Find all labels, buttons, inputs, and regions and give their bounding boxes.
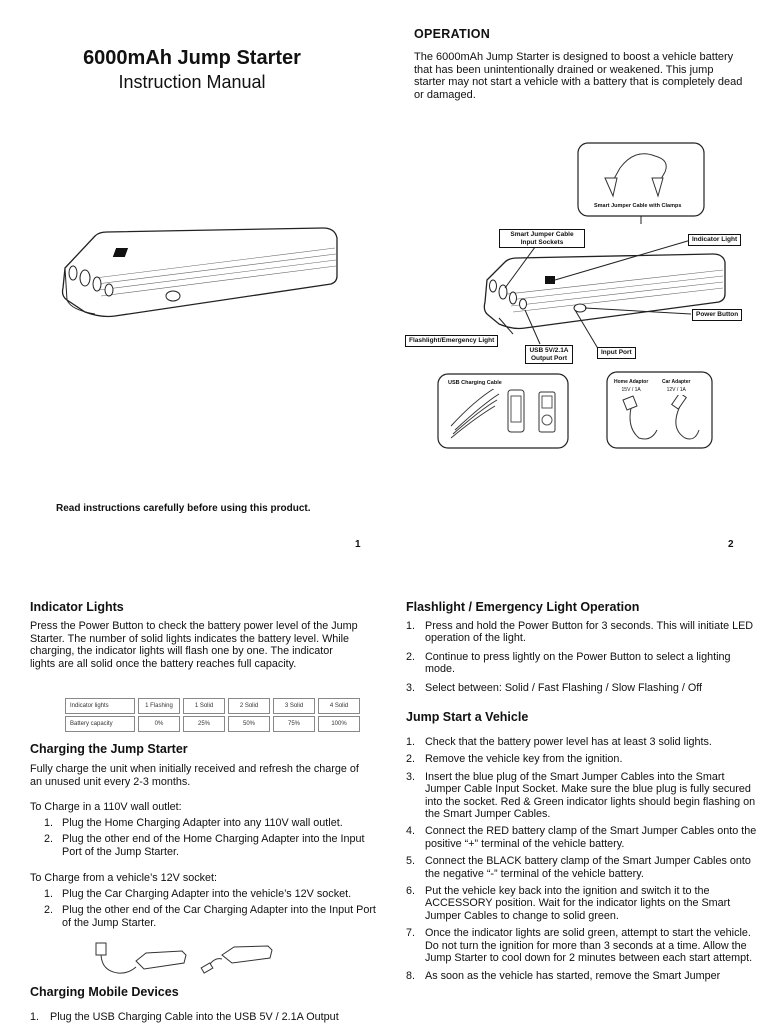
list-item: 6. Put the vehicle key back into the ignition and switch it to the ACCESSORY position. Wait for the indicator lights on the Smart Jumper Cables to change to solid green. xyxy=(406,885,731,922)
table-cell: 50% xyxy=(228,716,270,732)
list-item: 2. Continue to press lightly on the Power Button to select a lighting mode. xyxy=(406,650,731,676)
charging-illustration xyxy=(88,937,278,981)
indicator-lights-text: Press the Power Button to check the battery power level of the Jump Starter. The number of solid lights indicates the battery level. While charging, the indicator lights will flash one by one. The indicator lights are all solid once the battery reaches full capacity. xyxy=(30,620,358,670)
charging-heading: Charging the Jump Starter xyxy=(30,742,188,756)
table-cell: Indicator lights xyxy=(65,698,135,714)
wall-intro: To Charge in a 110V wall outlet: xyxy=(30,801,182,813)
usb-port-label: USB 5V/2.1A Output Port xyxy=(525,345,573,364)
table-cell: 1 Flashing xyxy=(138,698,180,714)
capacity-row xyxy=(65,716,360,732)
list-item: 3. Insert the blue plug of the Smart Jumper Cables into the Smart Jumper Cable Input Socket. Make sure the blue plug is fully secured into the socket. Red & Green indicator lights should begin flashing on the Smart Jumper Cables. xyxy=(406,770,756,821)
flashlight-label: Flashlight/Emergency Light xyxy=(405,335,498,347)
mobile-steps-list xyxy=(30,1011,370,1023)
table-cell: 4 Solid xyxy=(318,698,360,714)
indicator-light-label: Indicator Light xyxy=(688,234,741,246)
table-cell: Battery capacity xyxy=(65,716,135,732)
list-item: 2. Remove the vehicle key from the ignition. xyxy=(406,753,623,766)
list-item: 1. Press and hold the Power Button for 3 seconds. This will initiate LED operation of the light. xyxy=(406,620,754,645)
flashlight-heading: Flashlight / Emergency Light Operation xyxy=(406,600,640,614)
list-item: 1. Plug the Home Charging Adapter into any 110V wall outlet. xyxy=(44,817,343,829)
indicator-lights-heading: Indicator Lights xyxy=(30,600,124,614)
input-sockets-label: Smart Jumper Cable Input Sockets xyxy=(499,229,585,248)
jump-start-steps-list xyxy=(406,736,758,982)
operation-heading: OPERATION xyxy=(414,27,491,41)
car-adapter-label: Car Adapter 12V / 1A xyxy=(659,378,693,395)
input-port-label: Input Port xyxy=(597,347,636,359)
list-item: 4. Connect the RED battery clamp of the Smart Jumper Cables onto the positive “+” terminal of the vehicle battery. xyxy=(406,825,757,850)
manual-subtitle: Instruction Manual xyxy=(118,72,266,92)
list-item: 7. Once the indicator lights are solid green, attempt to start the vehicle. Do not turn the ignition for more than 3 seconds at a time. Allow the Jump Starter to cool down for 2 minutes between each start attempt. xyxy=(406,927,753,965)
battery-level-table xyxy=(62,696,363,734)
wall-steps-list xyxy=(44,817,374,858)
page-number-1: 1 xyxy=(355,539,361,550)
flashlight-steps-list xyxy=(406,620,756,694)
list-item: 2. Plug the other end of the Home Charging Adapter into the Input Port of the Jump Starter. xyxy=(44,833,365,858)
usb-cable-label: USB Charging Cable xyxy=(445,379,505,389)
jump-start-heading: Jump Start a Vehicle xyxy=(406,710,529,724)
table-cell: 100% xyxy=(318,716,360,732)
home-adaptor-label: Home Adaptor 15V / 1A xyxy=(611,378,651,395)
car-steps-list xyxy=(44,888,376,929)
list-item: 1. Check that the battery power level has at least 3 solid lights. xyxy=(406,736,712,748)
product-diagram xyxy=(395,138,765,456)
list-item: 8. As soon as the vehicle has started, remove the Smart Jumper xyxy=(406,969,721,982)
list-item: 5. Connect the BLACK battery clamp of the Smart Jumper Cables onto the negative “-” terminal of the vehicle battery. xyxy=(406,855,751,880)
list-item: 1. Plug the Car Charging Adapter into the vehicle’s 12V socket. xyxy=(44,888,352,900)
list-item: 2. Plug the other end of the Car Charging Adapter into the Input Port of the Jump Starter. xyxy=(44,904,376,929)
list-item: 3. Select between: Solid / Fast Flashing / Slow Flashing / Off xyxy=(406,681,703,694)
operation-intro: The 6000mAh Jump Starter is designed to boost a vehicle battery that has been unintentionally drained or weakened. This jump starter may not start a vehicle with a battery that is completely dead or damaged. xyxy=(414,51,743,101)
page-number-2: 2 xyxy=(728,539,734,550)
safety-note: Read instructions carefully before using this product. xyxy=(56,503,311,514)
table-cell: 0% xyxy=(138,716,180,732)
power-button-label: Power Button xyxy=(692,309,742,321)
charging-text: Fully charge the unit when initially received and refresh the charge of an unused unit every 2-3 months. xyxy=(30,763,359,788)
table-cell: 3 Solid xyxy=(273,698,315,714)
table-cell: 1 Solid xyxy=(183,698,225,714)
jump-starter-illustration xyxy=(55,218,345,323)
table-cell: 25% xyxy=(183,716,225,732)
table-cell: 75% xyxy=(273,716,315,732)
mobile-heading: Charging Mobile Devices xyxy=(30,985,179,999)
indicator-row xyxy=(65,698,360,714)
manual-title: 6000mAh Jump Starter xyxy=(83,47,301,69)
list-item: 1. Plug the USB Charging Cable into the USB 5V / 2.1A Output xyxy=(30,1011,339,1023)
table-cell: 2 Solid xyxy=(228,698,270,714)
cable-label: Smart Jumper Cable with Clamps xyxy=(591,202,684,212)
car-intro: To Charge from a vehicle’s 12V socket: xyxy=(30,872,218,884)
